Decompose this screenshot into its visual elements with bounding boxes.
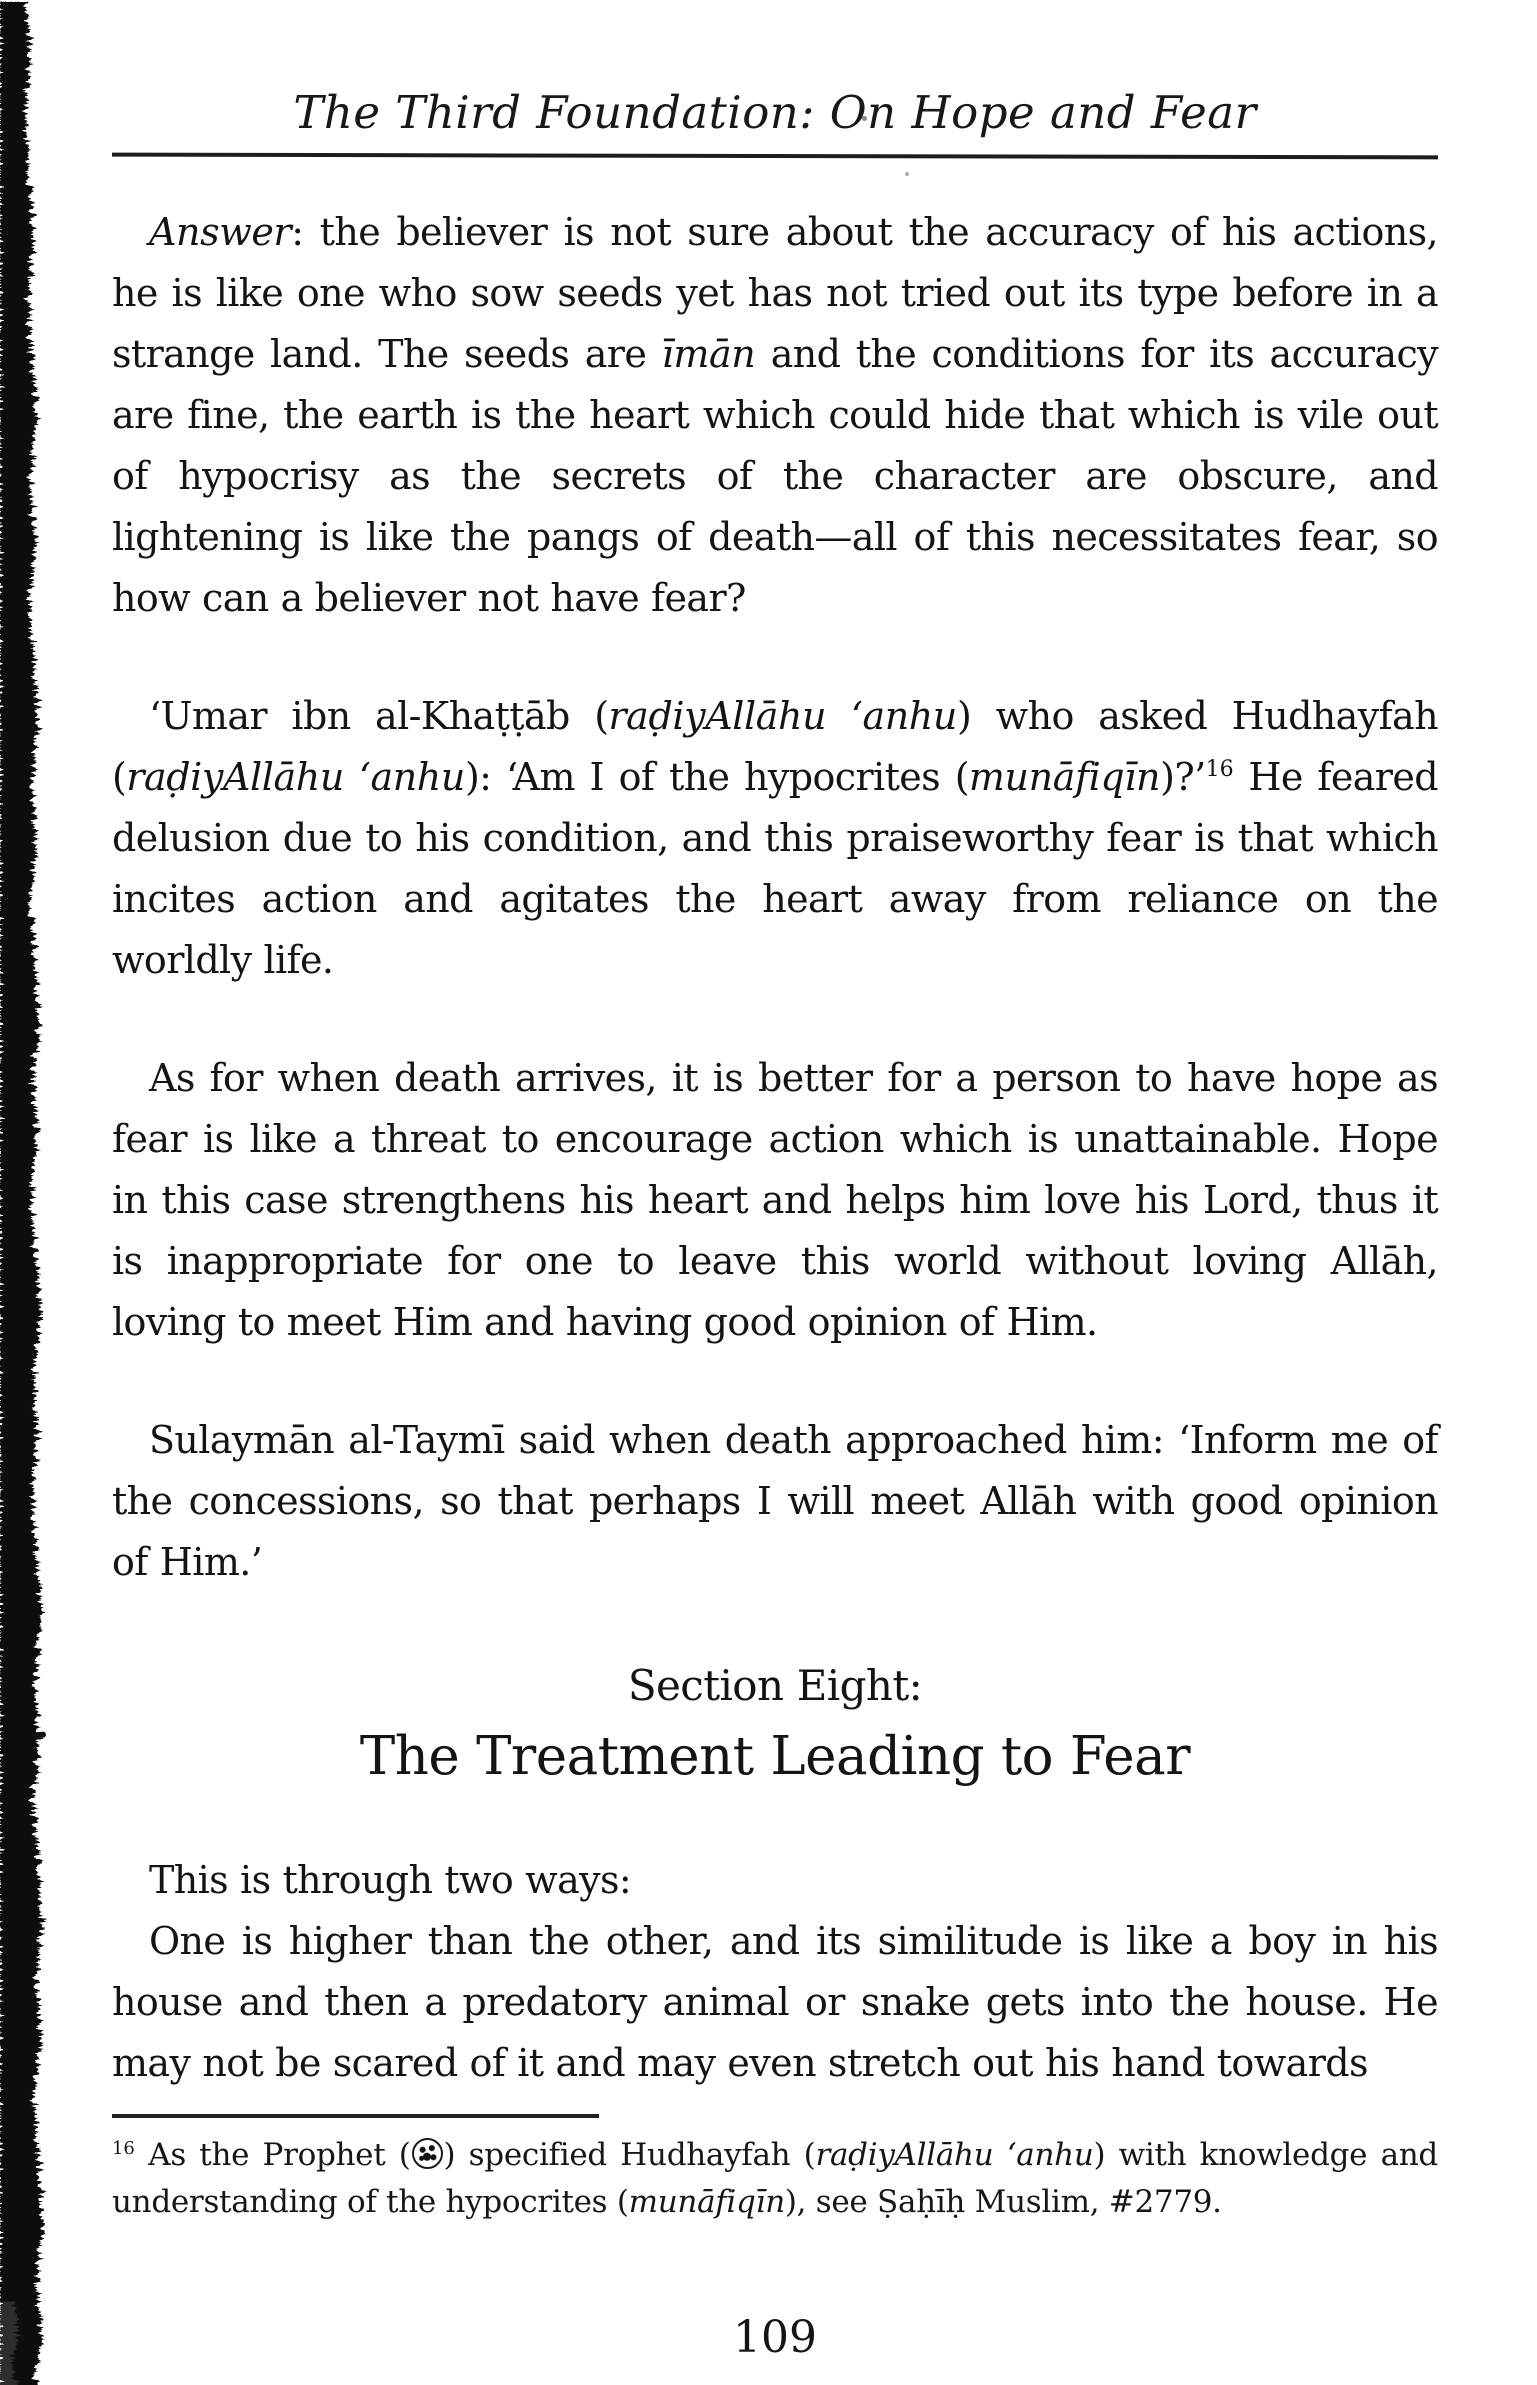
section-title: The Treatment Leading to Fear [359,1726,1191,1787]
prophet-honorific-icon [412,2138,443,2169]
page-number: 109 [733,2312,817,2363]
footnote-area [112,2114,1438,2226]
section-heading [112,1655,1438,1792]
paragraph-answer: Answer: the believer is not sure about the accuracy of his actions, he is like one who sow seeds yet has not tried out its type before in a strange land. The seeds are īmān and the conditions for its accuracy are fine, the earth is the heart which could hide that which is vile out of hypocrisy as the secrets of the character are obscure, and lightening is like the pangs of death—all of this necessitates fear, so how can a believer not have fear? [112,210,1438,620]
paragraph-sulayman: Sulaymān al-Taymī said when death approached him: ‘Inform me of the concessions, so that perhaps I will meet Allāh with good opinion of Him.’ [112,1418,1438,1584]
paragraph-two-ways: This is through two ways: [149,1858,632,1902]
body-text [112,202,1438,2094]
paragraph-similitude: One is higher than the other, and its similitude is like a boy in his house and then a predatory animal or snake gets into the house. He may not be scared of it and may even stretch out his hand towards [112,1919,1438,2085]
margin-dash-mark [31,1731,46,1738]
running-header-title: The Third Foundation: On Hope and Fear [293,86,1257,139]
page-content [112,0,1438,2094]
footnote-rule [112,2114,599,2118]
section-kicker: Section Eight: [627,1661,923,1710]
header-rule [112,153,1438,160]
paragraph-umar: ‘Umar ibn al-Khaṭṭāb (raḍiyAllāhu ‘anhu) who asked Hudhayfah (raḍiyAllāhu ‘anhu): ‘Am I of the hypocrites (munāfiqīn)?’$^{16}$ He feared delusion due to his condition, and this praiseworthy fear is that which incites action and agitates the heart away from reliance on the worldly life. [112,694,1438,982]
paragraph-death-hope: As for when death arrives, it is better for a person to have hope as fear is like a threat to encourage action which is unattainable. Hope in this case strengthens his heart and helps him love his Lord, thus it is inappropriate for one to leave this world without loving Allāh, loving to meet Him and having good opinion of Him. [112,1056,1438,1344]
binding-edge-shadow [0,0,90,2385]
footnote-text: $^{16}$ As the Prophet ( ) specified Hudhayfah (raḍiyAllāhu ‘anhu) with knowledge and understanding of the hypocrites (munāfiqīn), see Ṣaḥīḥ Muslim, #2779. [112,2137,1438,2220]
